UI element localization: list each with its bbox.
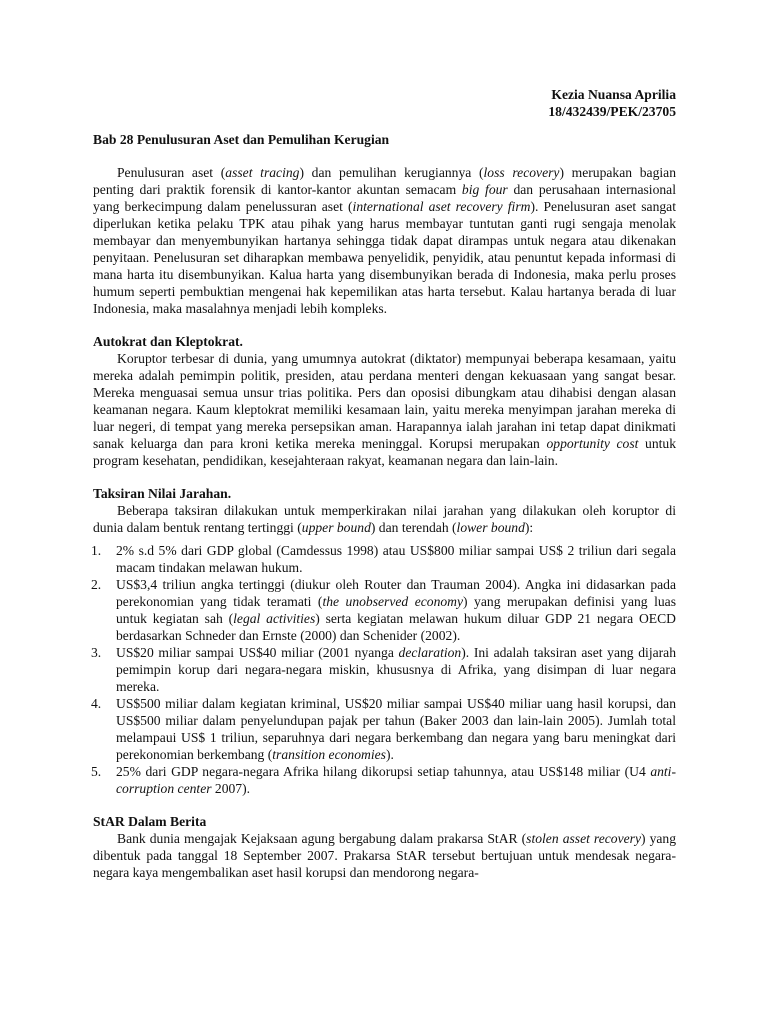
text-segment: 2007). <box>211 781 251 796</box>
list-item <box>93 763 676 797</box>
list-item-text <box>116 577 676 643</box>
intro-paragraph <box>93 164 676 317</box>
text-segment: ). Penelusuran aset sangat diperlukan ketika pelaku TPK atau pihak yang harus membayar tuntutan ganti rugi sengaja menolak membayar dan menyembunyikan hartanya sehingga tidak dapat dirampas untuk negara atau dikenakan penyitaan. Penelusuran set diharapkan membawa penyelidik, penyidik, atau penuntut kepada informasi di mana harta itu disembunyikan. Kalua harta yang disembunyikan berada di Indonesia, maka perlu proses humum seperti pembuktian mengenai hak kepemilikan atas harta tersebut. Kalau hartanya berada di luar Indonesia, maka masalahnya menjadi lebih kompleks. <box>93 199 676 316</box>
text-segment: ). Ini adalah taksiran aset yang dijarah pemimpin korup dari negara-negara miskin, khususnya di Afrika, yang disimpan di luar negara mereka. <box>116 645 677 694</box>
text-segment: US$20 miliar sampai US$40 miliar (2001 nyanga <box>116 645 399 660</box>
text-segment: ) yang merupakan definisi yang luas untuk kegiatan sah ( <box>116 594 676 626</box>
list-item <box>93 695 676 763</box>
text-segment: US$3,4 triliun angka tertinggi (diukur oleh Router dan Trauman 2004). Angka ini didasarkan pada perekonomian yang tidak teramati ( <box>116 577 676 609</box>
text-segment: US$500 miliar dalam kegiatan kriminal, US$20 miliar sampai US$40 miliar uang hasil korupsi, dan US$500 miliar dalam penyelundupan pajak per tahun (Baker 2003 dan lain-lain 2005). Jumlah total melampaui US$ 1 triliun, separuhnya dari negara berkembang dan negara yang baru meningkat dari perekonomian berkembang ( <box>116 696 676 762</box>
italic-text: international aset recovery firm <box>352 199 531 214</box>
italic-text: declaration <box>398 645 462 660</box>
text-segment: ) dan pemulihan kerugiannya ( <box>299 165 484 180</box>
text-segment: untuk program kesehatan, pendidikan, kesejahteraan rakyat, keamanan negara dan lain-lain. <box>93 436 676 468</box>
taksiran-paragraph <box>93 502 676 536</box>
section-heading-autokrat: Autokrat dan Kleptokrat. <box>93 334 243 349</box>
italic-text: stolen asset recovery <box>526 831 641 846</box>
text-segment: Koruptor terbesar di dunia, yang umumnya autokrat (diktator) mempunyai beberapa kesamaan, yaitu mereka adalah pemimpin politik, presiden, atau perdana menteri dengan kekuasaan yang sangat besar. Mereka menguasai semua unsur trias politika. Pers dan oposisi dibungkam atau dihabisi dengan alasan keamanan negara. Kaum kleptokrat memiliki kesamaan lain, yaitu mereka menyimpan jarahan mereka di luar negeri, di tempat yang mereka persepsikan aman. Harapannya ialah jarahan ini tetap dapat dinikmati sanak keluarga dan para kroni ketika mereka meninggal. Korupsi merupakan <box>93 351 676 451</box>
section-heading-taksiran: Taksiran Nilai Jarahan. <box>93 486 232 501</box>
italic-text: upper bound <box>301 520 371 535</box>
italic-text: big four <box>461 182 508 197</box>
italic-text: lower bound <box>456 520 525 535</box>
italic-text: anti-corruption center <box>116 764 676 796</box>
list-item <box>93 644 676 695</box>
italic-text: legal activities <box>233 611 316 626</box>
list-item-number: 2. <box>91 577 102 592</box>
text-segment: ) serta kegiatan melawan hukum diluar GDP 21 negara OECD berdasarkan Schneder dan Ernste (2000) dan Schenider (2002). <box>116 611 676 643</box>
list-item <box>93 576 676 644</box>
text-segment: ): <box>524 520 534 535</box>
list-item <box>93 542 676 576</box>
author-id: 18/432439/PEK/23705 <box>548 104 676 119</box>
text-segment: Beberapa taksiran dilakukan untuk memperkirakan nilai jarahan yang dilakukan oleh koruptor di dunia dalam bentuk rentang tertinggi ( <box>93 503 676 535</box>
document-content <box>93 86 676 881</box>
section-heading-star: StAR Dalam Berita <box>93 814 207 829</box>
italic-text: loss recovery <box>483 165 560 180</box>
italic-text: asset tracing <box>225 165 300 180</box>
italic-text: the unobserved economy <box>322 594 464 609</box>
text-segment: ) dan terendah ( <box>370 520 457 535</box>
autokrat-paragraph <box>93 350 676 469</box>
author-name: Kezia Nuansa Aprilia <box>551 87 676 102</box>
star-paragraph <box>93 830 676 881</box>
list-item-text <box>116 645 676 694</box>
author-block <box>93 86 676 120</box>
list-item-text <box>116 543 676 575</box>
text-segment: dan perusahaan internasional yang berkecimpung dalam penelussuran aset ( <box>93 182 676 214</box>
list-item-text <box>116 764 676 796</box>
text-segment: Penulusuran aset ( <box>117 165 226 180</box>
text-segment: ) merupakan bagian penting dari praktik forensik di kantor-kantor akuntan semacam <box>93 165 677 197</box>
italic-text: opportunity cost <box>546 436 639 451</box>
estimate-list <box>93 542 676 797</box>
text-segment: 25% dari GDP negara-negara Afrika hilang dikorupsi setiap tahunnya, atau US$148 miliar (U4 <box>116 764 651 779</box>
text-segment: 2% s.d 5% dari GDP global (Camdessus 1998) atau US$800 miliar sampai US$ 2 triliun dari segala macam tindakan melawan hukum. <box>116 543 676 575</box>
list-item-number: 1. <box>91 543 102 558</box>
list-item-text <box>116 696 676 762</box>
text-segment: ) yang dibentuk pada tanggal 18 September 2007. Prakarsa StAR tersebut bertujuan untuk mendesak negara-negara kaya mengembalikan aset hasil korupsi dan mendorong negara- <box>93 831 676 880</box>
text-segment: Bank dunia mengajak Kejaksaan agung bergabung dalam prakarsa StAR ( <box>117 831 527 846</box>
list-item-number: 3. <box>91 645 102 660</box>
list-item-number: 4. <box>91 696 102 711</box>
chapter-title: Bab 28 Penulusuran Aset dan Pemulihan Kerugian <box>93 132 390 147</box>
text-segment: ). <box>385 747 394 762</box>
italic-text: transition economies <box>272 747 386 762</box>
list-item-number: 5. <box>91 764 102 779</box>
